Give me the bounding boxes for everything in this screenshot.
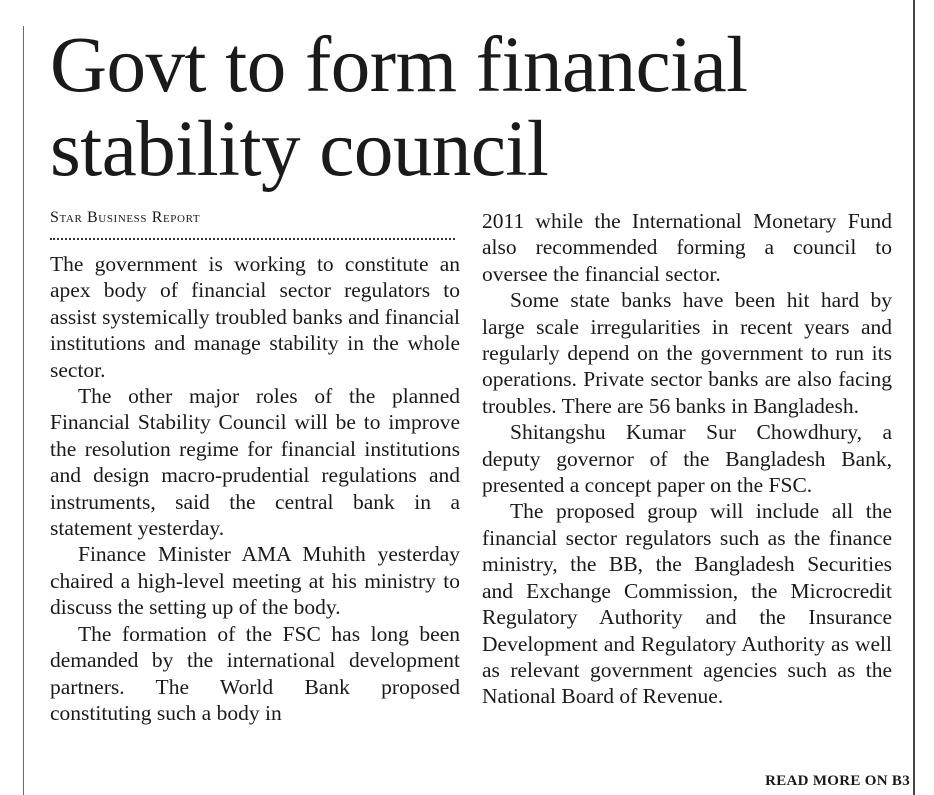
paragraph: The proposed group will include all the financial sector regulators such as the finance ministry, the BB, the Bangladesh Securities and Exchange Commission, the Microcredit Regulatory Authority and the Insurance Development and Regulatory Authority as well as relevant government agencies such as the National Board of Revenue. (482, 499, 892, 709)
column-rule-right (913, 0, 915, 795)
paragraph: The other major roles of the planned Financial Stability Council will be to improve the resolution regime for financial institutions and design macro-prudential regulations and instruments, said the central bank in a statement yesterday. (50, 384, 460, 541)
article-column-left (50, 208, 460, 726)
read-more-link[interactable]: READ MORE ON B3 (765, 773, 910, 789)
paragraph: Shitangshu Kumar Sur Chowdhury, a deputy governor of the Bangladesh Bank, presented a concept paper on the FSC. (482, 420, 892, 498)
column-rule-left (23, 26, 24, 795)
headline (50, 24, 910, 192)
paragraph: Finance Minister AMA Muhith yesterday chaired a high-level meeting at his ministry to discuss the setting up of the body. (50, 542, 460, 620)
byline-dotted-rule (50, 238, 455, 240)
headline-line-2: stability council (50, 106, 549, 193)
headline-line-1: Govt to form financial (50, 22, 748, 109)
paragraph: The government is working to constitute an apex body of financial sector regulators to assist systemically troubled banks and financial institutions and manage stability in the whole sector. (50, 252, 460, 382)
paragraph: 2011 while the International Monetary Fund also recommended forming a council to oversee the financial sector. (482, 209, 892, 286)
paragraph: The formation of the FSC has long been demanded by the international development partners. The World Bank proposed constituting such a body in (50, 621, 460, 725)
article-column-right (482, 208, 892, 710)
byline: Star Business Report (50, 209, 201, 226)
paragraph: Some state banks have been hit hard by large scale irregularities in recent years and regularly depend on the government to run its operations. Private sector banks are also facing troubles. There are 56 banks in Bangladesh. (482, 288, 892, 418)
